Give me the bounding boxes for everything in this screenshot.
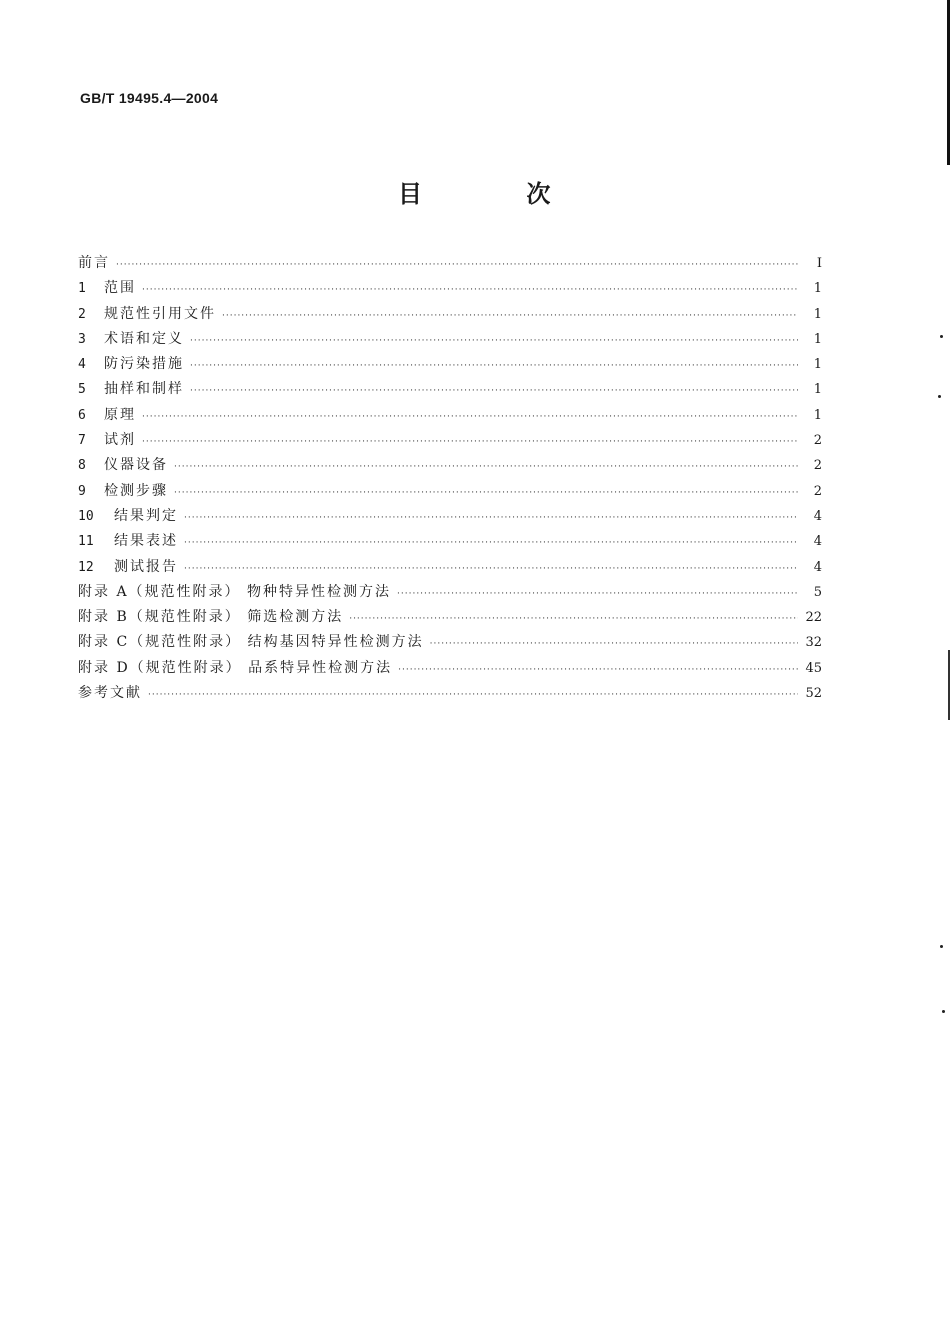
standard-code: GB/T 19495.4—2004 (80, 90, 219, 106)
toc-entry-page: 1 (813, 357, 822, 373)
toc-dot-leader (190, 361, 798, 371)
toc-entry-label: 抽样和制样 (104, 381, 184, 398)
toc-dot-leader (397, 589, 798, 599)
toc-entry-label: 原理 (104, 406, 136, 423)
toc-entry-label: 附录 C（规范性附录） 结构基因特异性检测方法 (78, 634, 424, 651)
toc-entry-page: 2 (813, 483, 822, 499)
toc-entry-page: 32 (805, 635, 822, 651)
toc-entry-label: 范围 (104, 280, 136, 297)
toc-dot-leader (398, 665, 798, 675)
toc-entry-label: 防污染措施 (104, 356, 184, 373)
toc-dot-leader (222, 311, 798, 321)
toc-entry[interactable] (78, 657, 822, 682)
toc-entry[interactable] (78, 454, 822, 479)
toc-entry-label: 附录 A（规范性附录） 物种特异性检测方法 (78, 583, 392, 600)
toc-entry-page: 1 (813, 382, 822, 398)
toc-entry-page: 1 (813, 407, 822, 423)
toc-entry-page: 2 (813, 458, 822, 474)
table-of-contents (78, 252, 822, 707)
toc-dot-leader (142, 437, 798, 447)
toc-entry[interactable] (78, 277, 822, 302)
toc-entry-number: 4 (78, 357, 86, 373)
toc-entry-number: 7 (78, 433, 86, 449)
toc-entry-page: 4 (813, 559, 822, 575)
toc-entry[interactable] (78, 404, 822, 429)
toc-entry-number: 2 (78, 306, 86, 322)
toc-entry[interactable] (78, 581, 822, 606)
toc-dot-leader (184, 564, 798, 574)
toc-dot-leader (148, 690, 798, 700)
toc-entry-label: 术语和定义 (104, 330, 184, 347)
toc-entry-number: 8 (78, 458, 86, 474)
toc-entry-label: 附录 D（规范性附录） 品系特异性检测方法 (78, 659, 393, 676)
scan-speck (942, 1010, 945, 1013)
toc-entry-number: 6 (78, 407, 86, 423)
toc-dot-leader (430, 639, 798, 649)
toc-entry-label: 试剂 (104, 432, 136, 449)
toc-entry-number: 3 (78, 331, 86, 347)
toc-entry-page: 1 (813, 306, 822, 322)
toc-entry[interactable] (78, 631, 822, 656)
toc-dot-leader (190, 336, 798, 346)
toc-entry-number: 9 (78, 483, 86, 499)
toc-entry-page: 4 (813, 508, 822, 524)
toc-dot-leader (142, 285, 798, 295)
toc-entry[interactable] (78, 378, 822, 403)
toc-entry[interactable] (78, 505, 822, 530)
toc-entry-number: 10 (78, 508, 94, 524)
toc-entry-label: 参考文献 (78, 685, 142, 702)
toc-dot-leader (184, 513, 798, 523)
toc-dot-leader (174, 462, 798, 472)
toc-dot-leader (116, 260, 798, 270)
toc-entry-page: 45 (805, 660, 822, 676)
toc-entry-page: 52 (805, 686, 822, 702)
toc-dot-leader (190, 386, 798, 396)
toc-entry-number: 11 (78, 534, 94, 550)
toc-title: 目 次 (398, 180, 599, 208)
toc-entry-label: 规范性引用文件 (104, 305, 216, 322)
toc-entry[interactable] (78, 252, 822, 277)
toc-entry-label: 附录 B（规范性附录） 筛选检测方法 (78, 609, 344, 626)
toc-entry-page: 1 (813, 331, 822, 347)
scan-speck (940, 335, 943, 338)
toc-entry-number: 12 (78, 559, 94, 575)
toc-entry[interactable] (78, 303, 822, 328)
toc-entry[interactable] (78, 480, 822, 505)
toc-entry-page: 4 (813, 534, 822, 550)
toc-entry-label: 检测步骤 (104, 482, 168, 499)
toc-entry-number: 1 (78, 281, 86, 297)
toc-entry-page: 5 (813, 584, 822, 600)
toc-entry[interactable] (78, 328, 822, 353)
toc-entry-label: 结果判定 (114, 507, 178, 524)
toc-entry-page: 2 (813, 433, 822, 449)
toc-entry[interactable] (78, 353, 822, 378)
toc-entry-page: 22 (805, 610, 822, 626)
toc-dot-leader (184, 538, 798, 548)
toc-entry-label: 前言 (78, 255, 110, 271)
toc-dot-leader (174, 488, 798, 498)
toc-entry-label: 仪器设备 (104, 457, 168, 474)
toc-entry[interactable] (78, 606, 822, 631)
toc-entry[interactable] (78, 556, 822, 581)
toc-entry[interactable] (78, 530, 822, 555)
toc-entry[interactable] (78, 429, 822, 454)
toc-entry-page: 1 (813, 281, 822, 297)
toc-entry-label: 结果表述 (114, 533, 178, 550)
scan-speck (940, 945, 943, 948)
toc-dot-leader (349, 614, 798, 624)
toc-dot-leader (142, 412, 798, 422)
toc-entry-page: I (816, 256, 822, 271)
toc-entry[interactable] (78, 682, 822, 707)
toc-entry-label: 测试报告 (114, 558, 178, 575)
toc-entry-number: 5 (78, 382, 86, 398)
scan-speck (938, 395, 941, 398)
